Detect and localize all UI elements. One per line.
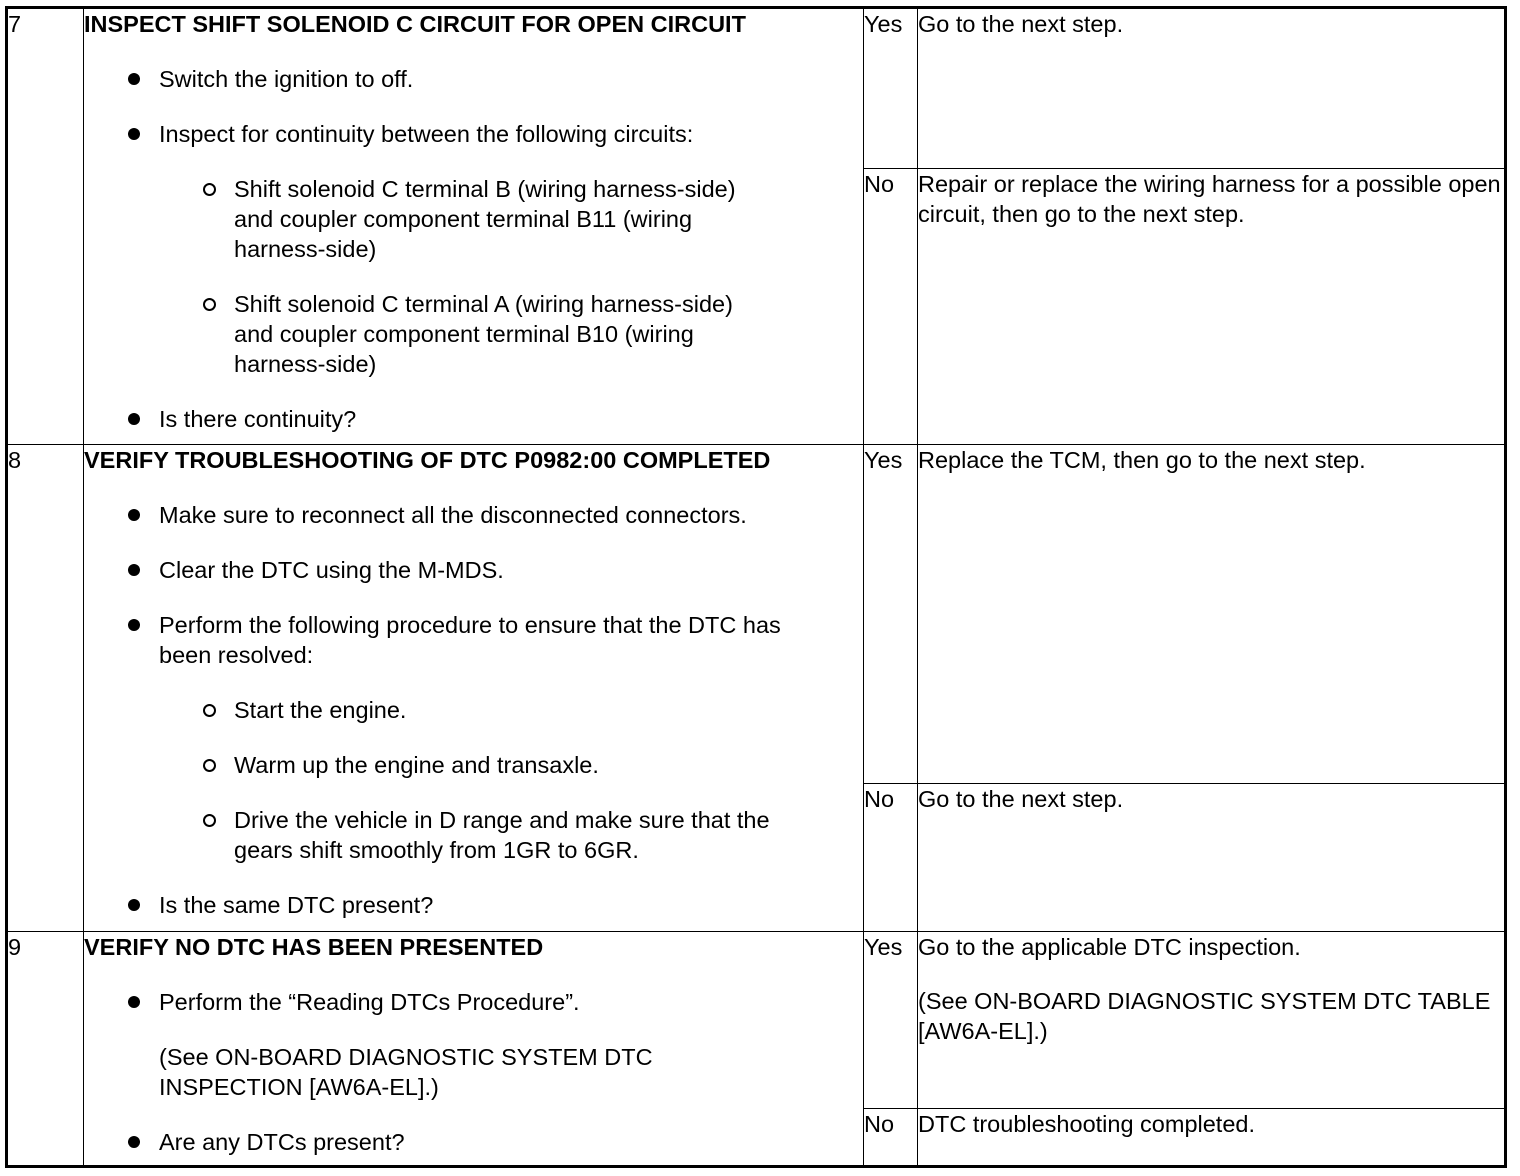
step-row-9 xyxy=(7,932,1506,1109)
step-action xyxy=(84,445,864,932)
step-number: 9 xyxy=(7,932,84,1167)
step-row-7 xyxy=(7,8,1506,169)
step-row-8 xyxy=(7,445,1506,784)
yes-label: Yes xyxy=(864,932,918,1109)
step-title: VERIFY NO DTC HAS BEEN PRESENTED xyxy=(84,934,544,960)
no-label: No xyxy=(864,1109,918,1167)
no-label: No xyxy=(864,169,918,445)
no-result: Go to the next step. xyxy=(918,784,1506,932)
action-item: Perform the “Reading DTCs Procedure”. (See ON-BOARD DIAGNOSTIC SYSTEM DTC INSPECTION [AW6A-EL].) xyxy=(159,987,863,1102)
action-item: Clear the DTC using the M-MDS. xyxy=(159,555,863,585)
action-item: Is there continuity? xyxy=(159,404,863,434)
action-item: Make sure to reconnect all the disconnected connectors. xyxy=(159,500,863,530)
step-title: INSPECT SHIFT SOLENOID C CIRCUIT FOR OPEN CIRCUIT xyxy=(84,11,746,37)
sub-action-item: Warm up the engine and transaxle. xyxy=(234,750,863,780)
yes-result: Replace the TCM, then go to the next step. xyxy=(918,445,1506,784)
no-label: No xyxy=(864,784,918,932)
step-number: 8 xyxy=(7,445,84,932)
yes-result: Go to the next step. xyxy=(918,8,1506,169)
action-list xyxy=(84,500,863,920)
sub-action-list xyxy=(159,695,863,865)
sub-action-item: Drive the vehicle in D range and make sure that the gears shift smoothly from 1GR to 6GR. xyxy=(234,805,863,865)
reference-note: (See ON-BOARD DIAGNOSTIC SYSTEM DTC INSPECTION [AW6A-EL].) xyxy=(159,1044,653,1100)
action-item: Are any DTCs present? xyxy=(159,1127,863,1157)
yes-label: Yes xyxy=(864,8,918,169)
step-number: 7 xyxy=(7,8,84,445)
action-list xyxy=(84,64,863,434)
yes-label: Yes xyxy=(864,445,918,784)
action-item: Perform the following procedure to ensure that the DTC has been resolved: Start the engine. Warm up the engine and transaxle. Drive the vehicle in D range and make sure that the gears shift smoothly from 1GR to 6GR. xyxy=(159,610,863,865)
no-result: DTC troubleshooting completed. xyxy=(918,1109,1506,1167)
action-list xyxy=(84,987,863,1157)
sub-action-item: Shift solenoid C terminal B (wiring harness-side) and coupler component terminal B11 (wiring harness-side) xyxy=(234,174,863,264)
step-title: VERIFY TROUBLESHOOTING OF DTC P0982:00 COMPLETED xyxy=(84,447,771,473)
sub-action-item: Shift solenoid C terminal A (wiring harness-side) and coupler component terminal B10 (wiring harness-side) xyxy=(234,289,863,379)
sub-action-list xyxy=(159,174,863,379)
reference-note: (See ON-BOARD DIAGNOSTIC SYSTEM DTC TABLE [AW6A-EL].) xyxy=(918,988,1491,1044)
diagnostic-procedure-table xyxy=(5,6,1507,1168)
action-item: Is the same DTC present? xyxy=(159,890,863,920)
step-action xyxy=(84,8,864,445)
yes-result: Go to the applicable DTC inspection. (See ON-BOARD DIAGNOSTIC SYSTEM DTC TABLE [AW6A-EL].) xyxy=(918,932,1506,1109)
action-item: Switch the ignition to off. xyxy=(159,64,863,94)
action-item: Inspect for continuity between the following circuits: Shift solenoid C terminal B (wiring harness-side) and coupler component terminal B11 (wiring harness-side) Shift solenoid C terminal A (wiring harness-side) and coupler component terminal B10 (wiring harness-side) xyxy=(159,119,863,379)
no-result: Repair or replace the wiring harness for a possible open circuit, then go to the next step. xyxy=(918,169,1506,445)
sub-action-item: Start the engine. xyxy=(234,695,863,725)
step-action xyxy=(84,932,864,1167)
